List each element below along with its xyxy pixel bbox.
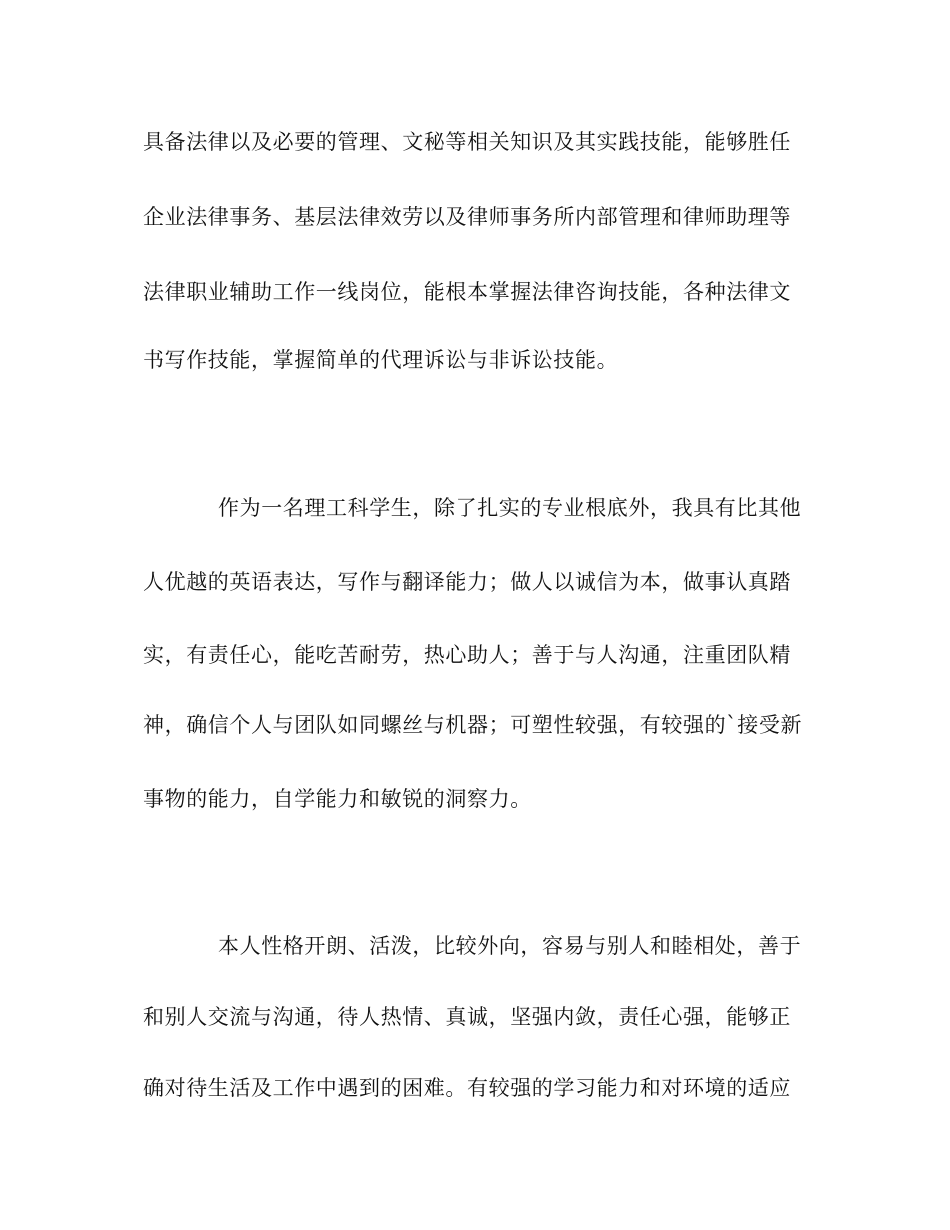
paragraph-line: 和别人交流与沟通，待人热情、真诚，坚强内敛，责任心强，能够正 — [143, 1005, 791, 1029]
paragraph-line: 事物的能力，自学能力和敏锐的洞察力。 — [143, 787, 532, 811]
paragraph-line: 实，有责任心，能吃苦耐劳，热心助人；善于与人沟通，注重团队精 — [143, 643, 791, 667]
paragraph-line: 神，确信个人与团队如同螺丝与机器；可塑性较强，有较强的`接受新 — [143, 713, 803, 737]
paragraph-line: 具备法律以及必要的管理、文秘等相关知识及其实践技能，能够胜任 — [143, 130, 791, 154]
paragraph-line: 作为一名理工科学生，除了扎实的专业根底外，我具有比其他 — [218, 496, 802, 520]
paragraph-line: 确对待生活及工作中遇到的困难。有较强的学习能力和对环境的适应 — [143, 1076, 791, 1100]
paragraph-line: 法律职业辅助工作一线岗位，能根本掌握法律咨询技能，各种法律文 — [143, 280, 791, 304]
paragraph-line: 本人性格开朗、活泼，比较外向，容易与别人和睦相处，善于 — [218, 934, 802, 958]
paragraph-line: 书写作技能，掌握简单的代理诉讼与非诉讼技能。 — [143, 348, 619, 372]
paragraph-line: 人优越的英语表达，写作与翻译能力；做人以诚信为本，做事认真踏 — [143, 570, 791, 594]
paragraph-line: 企业法律事务、基层法律效劳以及律师事务所内部管理和律师助理等 — [143, 205, 791, 229]
